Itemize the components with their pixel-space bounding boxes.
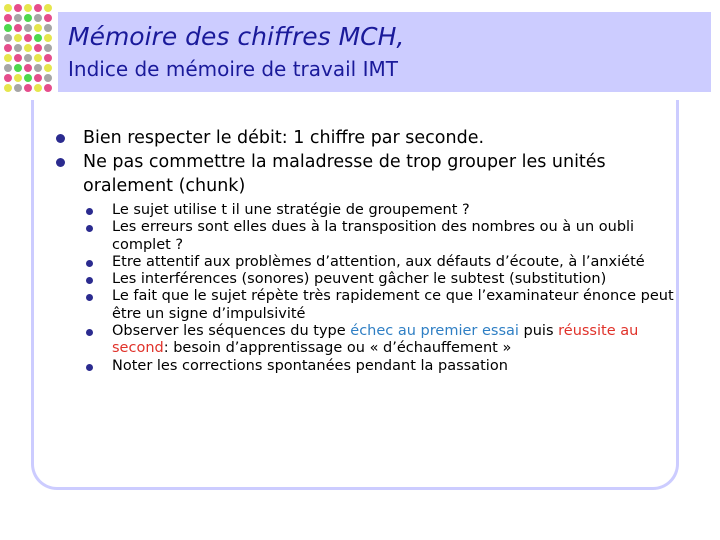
- decorative-dot: [44, 54, 52, 62]
- decorative-dot: [44, 4, 52, 12]
- decorative-dot: [34, 14, 42, 22]
- bullet-dot-icon: [86, 329, 93, 336]
- decorative-dots: [0, 0, 60, 100]
- decorative-dot: [4, 54, 12, 62]
- decorative-dot: [24, 44, 32, 52]
- decorative-dot: [24, 24, 32, 32]
- highlight-success-second-try: réussite au second: [112, 323, 639, 357]
- bullet-text: Ne pas commettre la maladresse de trop grouper les unités oralement (chunk): [83, 152, 606, 196]
- decorative-dot: [14, 4, 22, 12]
- decorative-dot: [34, 74, 42, 82]
- decorative-dot: [44, 84, 52, 92]
- bullet-dot-icon: [86, 364, 93, 371]
- decorative-dot: [4, 74, 12, 82]
- slide-title: Mémoire des chiffres MCH,: [68, 22, 405, 51]
- sub-bullet-text: Les interférences (sonores) peuvent gâcher le subtest (substitution): [112, 271, 607, 288]
- sub-bullet-text: Etre attentif aux problèmes d’attention, aux défauts d’écoute, à l’anxiété: [112, 253, 645, 270]
- decorative-dot: [24, 4, 32, 12]
- sub-bullet-text: Noter les corrections spontanées pendant la passation: [112, 357, 508, 374]
- bullet-text: Bien respecter le débit: 1 chiffre par seconde.: [83, 128, 485, 148]
- bullet-item: [56, 126, 696, 150]
- sub-bullet-text-part: : besoin d’apprentissage ou « d’échauffement »: [163, 340, 512, 357]
- decorative-dot: [44, 14, 52, 22]
- decorative-dot: [34, 4, 42, 12]
- bullet-dot-icon: [56, 134, 65, 143]
- sub-bullet-list: [56, 202, 696, 375]
- decorative-dot: [14, 74, 22, 82]
- decorative-dot: [44, 34, 52, 42]
- bullet-item: [56, 150, 696, 375]
- decorative-dot: [24, 34, 32, 42]
- sub-bullet-item: [56, 271, 696, 288]
- decorative-dot: [44, 74, 52, 82]
- decorative-dot: [34, 24, 42, 32]
- decorative-dot: [14, 64, 22, 72]
- decorative-dot: [14, 24, 22, 32]
- sub-bullet-text: Les erreurs sont elles dues à la transposition des nombres ou à un oubli complet ?: [112, 219, 635, 253]
- sub-bullet-text: Le sujet utilise t il une stratégie de groupement ?: [112, 202, 470, 218]
- decorative-dot: [4, 34, 12, 42]
- bullet-dot-icon: [86, 277, 93, 284]
- sub-bullet-text-part: puis: [518, 323, 559, 340]
- decorative-dot: [34, 84, 42, 92]
- decorative-dot: [4, 14, 12, 22]
- sub-bullet-item: [56, 358, 696, 375]
- bullet-dot-icon: [86, 208, 93, 215]
- sub-bullet-item: [56, 202, 696, 219]
- decorative-dot: [4, 24, 12, 32]
- slide-subtitle: Indice de mémoire de travail IMT: [68, 57, 398, 81]
- sub-bullet-item: [56, 323, 696, 358]
- decorative-dot: [24, 14, 32, 22]
- decorative-dot: [14, 14, 22, 22]
- decorative-dot: [34, 44, 42, 52]
- highlight-failure-first-try: échec au premier essai: [350, 323, 519, 340]
- sub-bullet-item: [56, 219, 696, 254]
- decorative-dot: [44, 24, 52, 32]
- decorative-dot: [4, 44, 12, 52]
- decorative-dot: [4, 84, 12, 92]
- decorative-dot: [34, 54, 42, 62]
- decorative-dot: [44, 64, 52, 72]
- sub-bullet-item: [56, 288, 696, 323]
- decorative-dot: [24, 54, 32, 62]
- decorative-dot: [34, 64, 42, 72]
- decorative-dot: [14, 54, 22, 62]
- bullet-dot-icon: [86, 260, 93, 267]
- decorative-dot: [44, 44, 52, 52]
- bullet-dot-icon: [86, 294, 93, 301]
- sub-bullet-text-part: Observer les séquences du type: [112, 323, 351, 340]
- decorative-dot: [24, 84, 32, 92]
- sub-bullet-item: [56, 254, 696, 271]
- decorative-dot: [34, 34, 42, 42]
- decorative-dot: [14, 84, 22, 92]
- sub-bullet-text: Le fait que le sujet répète très rapidement ce que l’examinateur énonce peut être un signe d’impulsivité: [112, 288, 674, 322]
- decorative-dot: [14, 34, 22, 42]
- bullet-dot-icon: [86, 225, 93, 232]
- decorative-dot: [4, 4, 12, 12]
- decorative-dot: [24, 74, 32, 82]
- bullet-list: [56, 126, 696, 375]
- bullet-dot-icon: [56, 158, 65, 167]
- decorative-dot: [14, 44, 22, 52]
- title-underline: [58, 92, 638, 96]
- decorative-dot: [24, 64, 32, 72]
- decorative-dot: [4, 64, 12, 72]
